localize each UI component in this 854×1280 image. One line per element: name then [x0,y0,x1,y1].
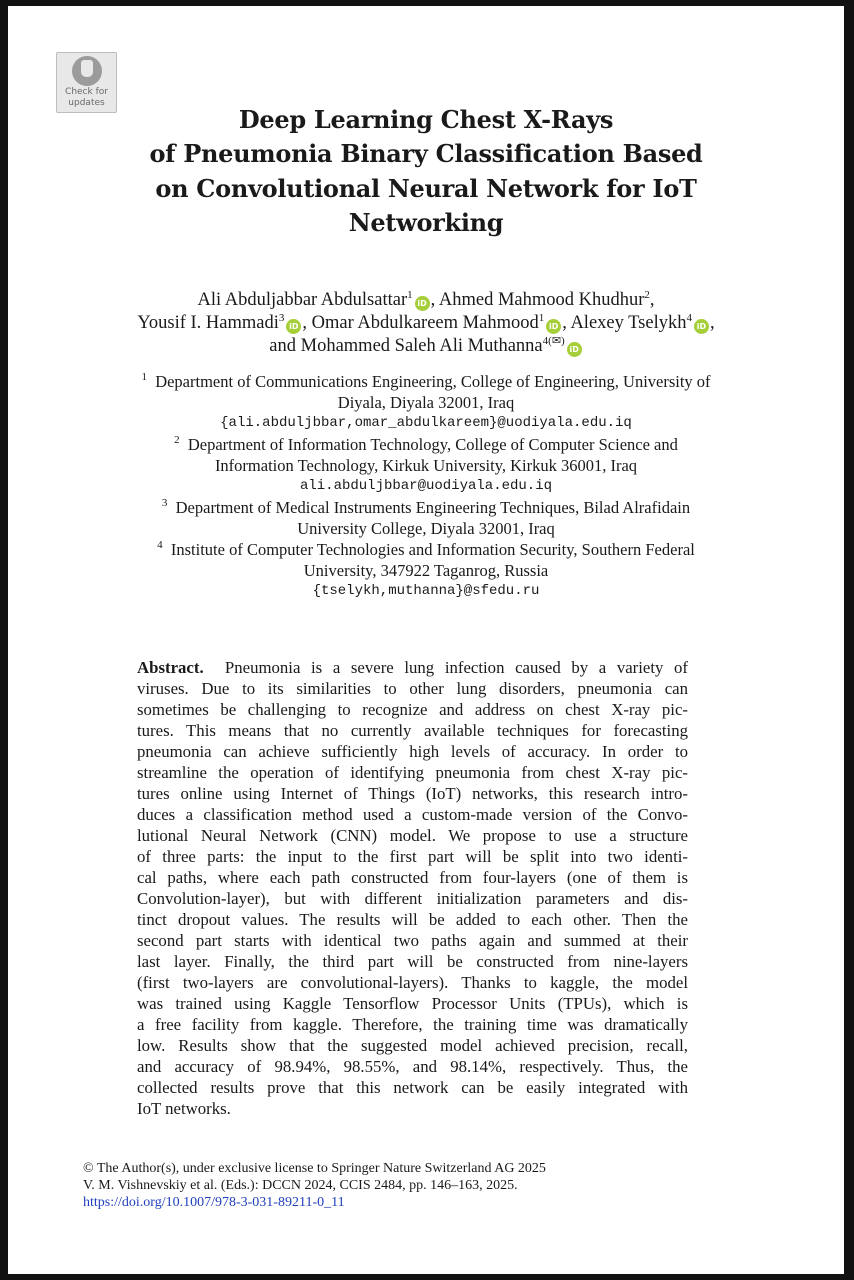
author-name: , Omar Abdulkareem Mahmood [302,313,539,333]
author-affiliation-marker: 1 [538,312,545,324]
badge-label-1: Check for [65,87,108,97]
separator: , [649,290,655,310]
abstract-line: last layer. Finally, the third part will be constructed from nine-layers [137,952,688,971]
author-affiliation-marker: 4(✉) [542,335,565,347]
author-affiliation-marker: 3 [278,312,285,324]
abstract-line: a free facility from kaggle. Therefore, the training time was dramatically [137,1015,688,1034]
abstract-line: collected results prove that this network can be easily integrated with [137,1078,688,1097]
affiliation-1-line-2: Diyala, Diyala 32001, Iraq [337,393,515,412]
affiliation-text: Institute of Computer Technologies and Information Security, Southern Federal [170,540,695,559]
abstract-line: IoT networks. [137,1099,231,1118]
doi-link[interactable]: https://doi.org/10.1007/978-3-031-89211-0_11 [83,1195,345,1210]
affiliation-1-email[interactable]: {ali.abduljbbar,omar_abdulkareem}@uodiyala.edu.iq [220,415,632,431]
abstract-heading: Abstract. [137,658,204,677]
abstract-line: tures. This means that no currently available techniques for forecasting [137,721,688,740]
orcid-icon[interactable]: iD [286,319,301,334]
citation-line: V. M. Vishnevskiy et al. (Eds.): DCCN 2024, CCIS 2484, pp. 146–163, 2025. [83,1178,518,1193]
abstract-line [137,658,688,679]
affiliation-number: 3 [161,497,168,509]
affiliation-text: Department of Information Technology, College of Computer Science and [187,435,678,454]
affiliation-3-line-1 [8,498,844,518]
title-line-3: on Convolutional Neural Network for IoT [155,174,697,203]
affiliation-number: 1 [141,371,147,383]
abstract-line: viruses. Due to its similarities to other lung disorders, pneumonia can [137,679,688,698]
authors-line-2 [8,313,844,334]
abstract-line: streamline the operation of identifying pneumonia from chest X-ray pic- [137,763,688,782]
abstract-line: second part starts with identical two paths again and summed at their [137,931,688,950]
affiliation-4-line-2: University, 347922 Taganrog, Russia [303,561,549,580]
abstract-line: sometimes be challenging to recognize and address on chest X-ray pic- [137,700,688,719]
affiliation-number: 2 [174,434,180,446]
affiliation-2-line-2: Information Technology, Kirkuk University, Kirkuk 36001, Iraq [214,456,638,475]
title-line-1: Deep Learning Chest X-Rays [238,105,614,134]
abstract-line: duces a classification method used a custom-made version of the Convo- [137,805,688,824]
badge-label-2: updates [68,98,105,108]
author-name: Yousif I. Hammadi [137,313,279,333]
authors-line-1 [8,290,844,311]
author-name: , Ahmed Mahmood Khudhur [430,290,645,310]
affiliation-text: Department of Medical Instruments Engineering Techniques, Bilad Alrafidain [175,498,691,517]
abstract-line: cal paths, where each path constructed from four-layers (one of them is [137,868,688,887]
abstract-line: (first two-layers are convolutional-layers). Thanks to kaggle, the model [137,973,688,992]
author-affiliation-marker: 4 [686,312,692,324]
copyright-notice: © The Author(s), under exclusive license to Springer Nature Switzerland AG 2025 [83,1161,546,1176]
title-line-4: Networking [348,208,504,237]
author-affiliation-marker: 1 [407,289,413,301]
affiliation-1-line-1 [8,372,844,392]
abstract-line: and accuracy of 98.94%, 98.55%, and 98.14%, respectively. Thus, the [137,1057,688,1076]
orcid-icon[interactable]: iD [415,296,430,311]
affiliation-4-email[interactable]: {tselykh,muthanna}@sfedu.ru [312,583,540,599]
author-name: , Alexey Tselykh [562,313,687,333]
abstract-line: lutional Neural Network (CNN) model. We propose to use a structure [137,826,688,845]
abstract-line: pneumonia can achieve sufficiently high levels of accuracy. In order to [137,742,688,761]
abstract-line: tures online using Internet of Things (IoT) networks, this research intro- [137,784,688,803]
author-affiliation-marker: 2 [644,289,650,301]
author-name: Ali Abduljabbar Abdulsattar [197,290,408,310]
check-for-updates-badge[interactable] [56,52,117,113]
affiliation-number: 4 [157,539,163,551]
abstract-line: low. Results show that the suggested model achieved precision, recall, [137,1036,688,1055]
orcid-icon[interactable]: iD [546,319,561,334]
abstract-line: tinct dropout values. The results will be added to each other. Then the [137,910,688,929]
abstract-text: Pneumonia is a severe lung infection caused by a variety of [224,658,688,677]
affiliation-3-line-2: University College, Diyala 32001, Iraq [297,519,555,538]
separator: , [709,313,715,333]
bookmark-icon [72,56,102,86]
abstract-line: was trained using Kaggle Tensorflow Processor Units (TPUs), which is [137,994,688,1013]
paper-page [8,6,844,1274]
abstract-line: Convolution-layer), but with different initialization parameters and dis- [137,889,688,908]
abstract-line: of three parts: the input to the first part will be split into two identi- [137,847,688,866]
affiliation-2-email[interactable]: ali.abduljbbar@uodiyala.edu.iq [299,478,553,494]
title-line-2: of Pneumonia Binary Classification Based [149,139,703,168]
affiliation-2-line-1 [8,435,844,455]
orcid-icon[interactable]: iD [567,342,582,357]
orcid-icon[interactable]: iD [694,319,709,334]
authors-line-3 [8,336,844,357]
affiliation-4-line-1 [8,540,844,560]
affiliation-text: Department of Communications Engineering, College of Engineering, University of [155,372,711,391]
author-name: and Mohammed Saleh Ali Muthanna [269,336,543,356]
